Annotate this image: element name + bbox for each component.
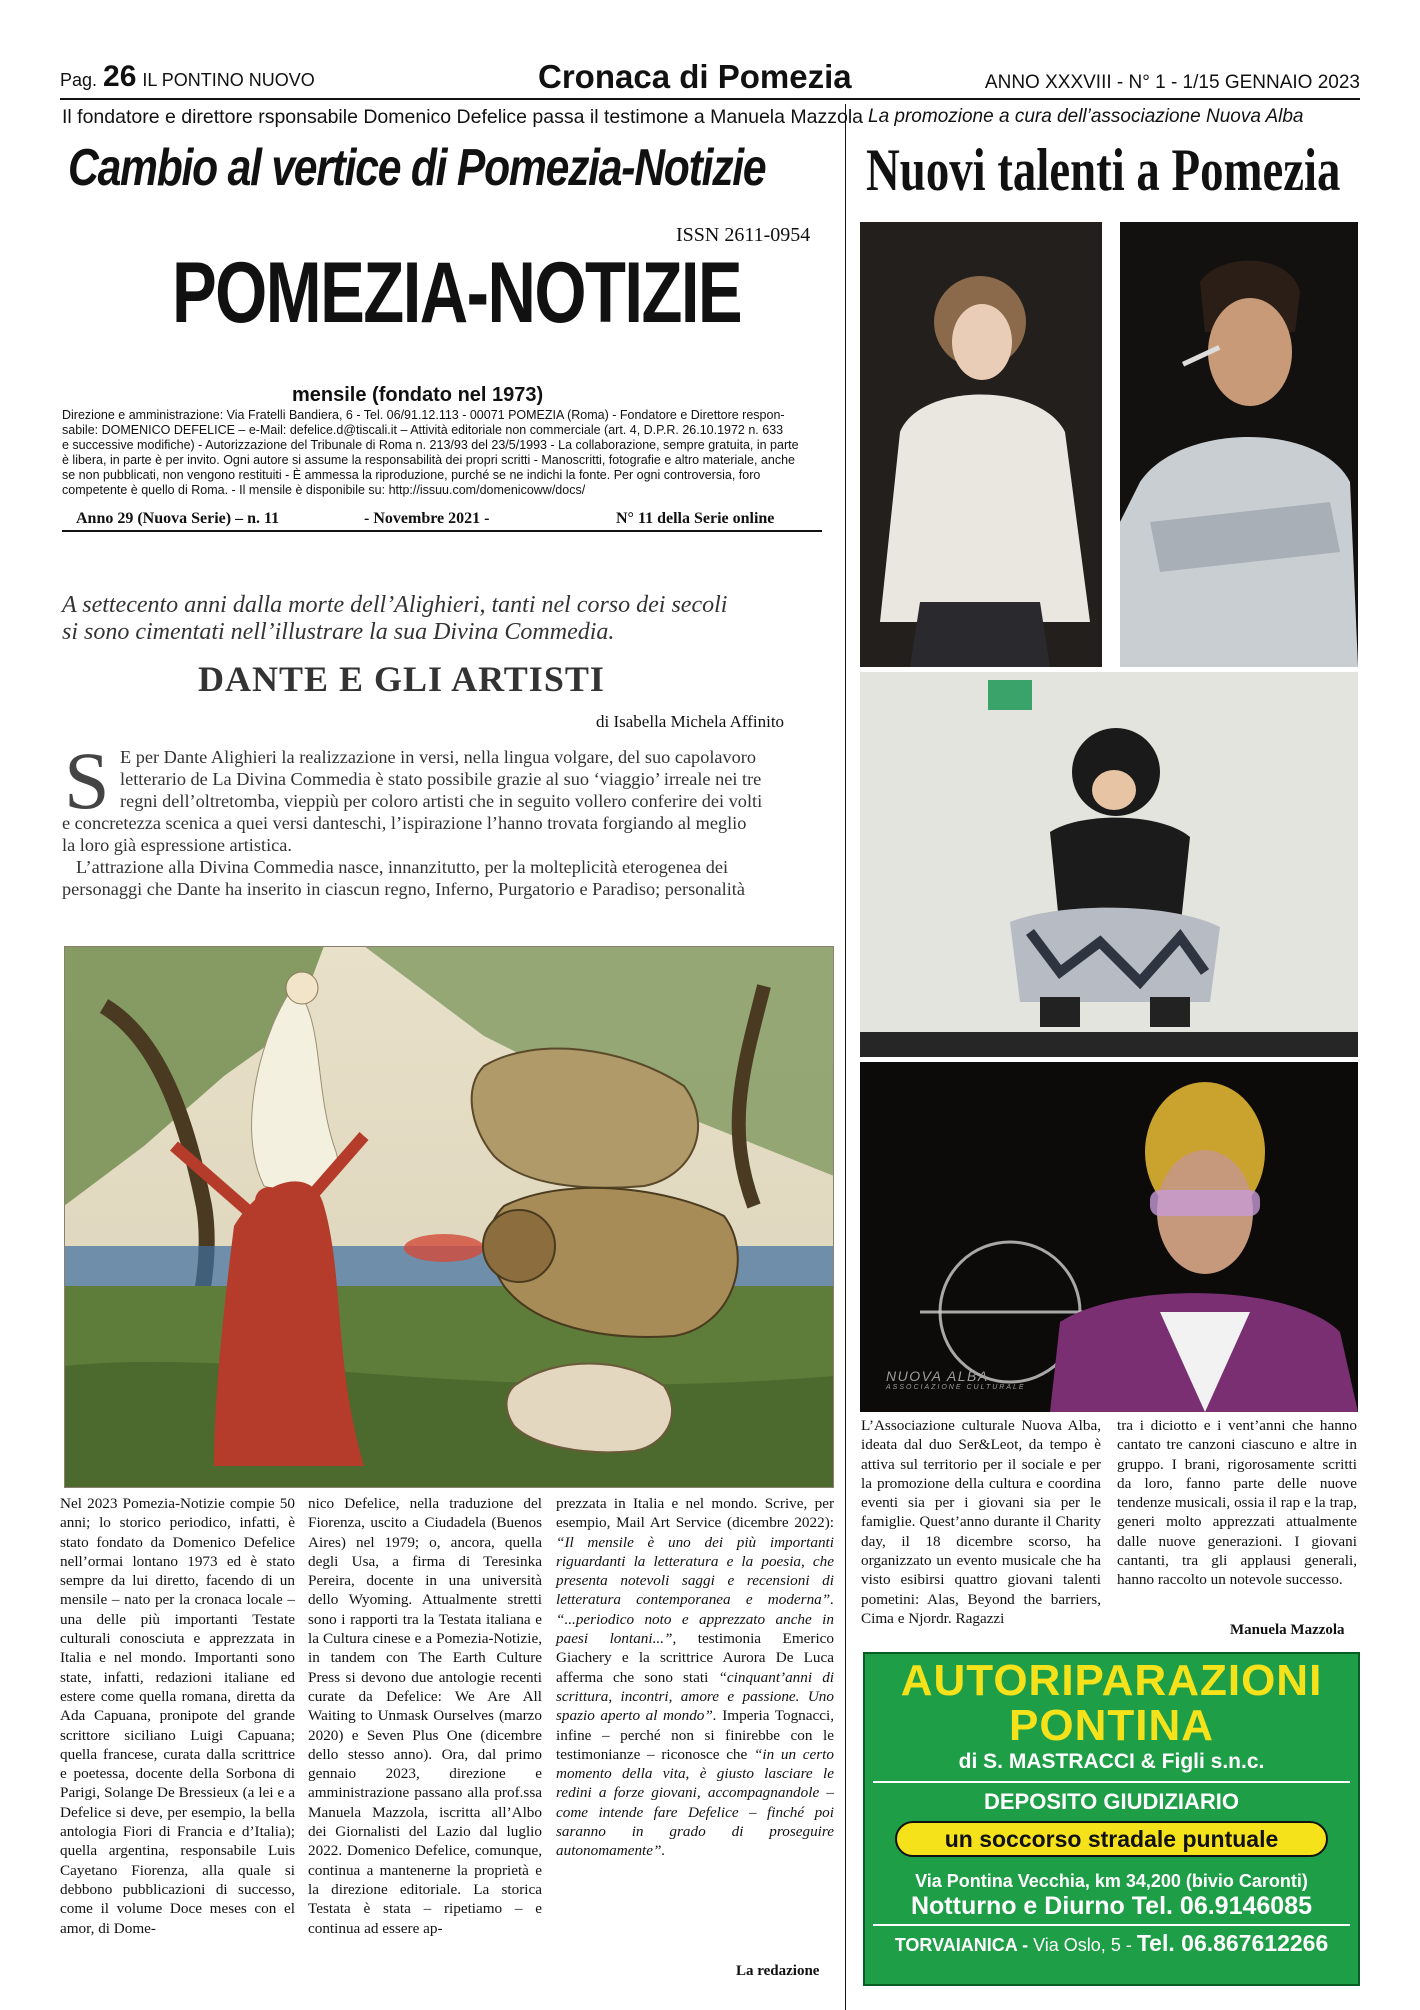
section-title: Cronaca di Pomezia	[538, 58, 852, 95]
ad-line-6: Via Pontina Vecchia, km 34,200 (bivio Caronti)	[915, 1871, 1308, 1891]
watermark-line-2: ASSOCIAZIONE CULTURALE	[886, 1384, 1026, 1391]
body-col-2: nico Defelice, nella traduzione del Fiorenza, uscito a Ciudadela (Buenos Aires) nel 1979; o, ancora, quella degli Usa, a firma di Teresinka Pereira, docente in una università dello Wyoming. Attualmente stretti sono i rapporti tra la Testata italiana e la Cultura cinese e a Pomezia-Notizie, in tandem con The Earth Culture Press si devono due antologie recenti curate da Defelice: We Are All Waiting to Unmask Ourselves (marzo 2020) e Seven Plus One (dicembre dello stesso anno). Ora, dal primo gennaio 2023, direzione e amministrazione passano alla prof.ssa Manuela Mazzola, iscritta all’Albo dei Giornalisti del Lazio dal luglio 2022. Domenico Defelice, comunque, continua a mantenerne la proprietà e la direzione editoriale. La storica Testata è stata – ripetiamo – e continua ad essere ap-	[308, 1495, 542, 1937]
photo-singer-4-svg	[860, 1062, 1358, 1412]
page-number	[60, 60, 315, 94]
ad-line-4: DEPOSITO GIUDIZIARIO	[983, 1789, 1240, 1814]
ad-line-3: di S. MASTRACCI & Figli s.n.c.	[958, 1750, 1265, 1773]
ad-line-1: AUTORIPARAZIONI	[900, 1656, 1323, 1705]
dante-painting	[64, 946, 834, 1488]
masthead-footer-mid: - Novembre 2021 -	[364, 510, 490, 527]
col3-quote: “in un certo momento della vita, è giusto lasciare le redini a forze giovani, accompagnandole – come intende fare Defelice – finché poi saranno in grado di proseguire autonomamente”.	[556, 1745, 834, 1860]
col3-text: Imperia Tognacci, infine – perché non si finirebbe con le testimonianze – riconosce che	[556, 1707, 835, 1763]
col3-quote: “Il mensile è uno dei più importanti riguardanti la letteratura e la poesia, che presenta notevoli saggi e recensioni di letteratura contemporanea e moderna”.	[556, 1533, 834, 1609]
ad-line-8c: Tel. 06.867612266	[1136, 1930, 1329, 1956]
ad-slogan-pill	[895, 1821, 1328, 1857]
masthead-line: se non pubblicati, non vengono restituiti - È ammessa la riproduzione, purché se ne indichi la fonte. Per ogni controversia, foro	[62, 468, 761, 482]
dante-intro-line: si sono cimentati nell’illustrare la sua Divina Commedia.	[62, 619, 615, 645]
masthead-footer	[62, 508, 822, 532]
ad-line-8b: Via Oslo, 5 -	[1033, 1935, 1132, 1955]
left-headline: Cambio al vertice di Pomezia-Notizie	[68, 139, 766, 197]
dante-intro-line: A settecento anni dalla morte dell’Alighieri, tanti nel corso dei secoli	[62, 592, 728, 618]
masthead-line: Direzione e amministrazione: Via Fratelli Bandiera, 6 - Tel. 06/91.12.113 - 00071 POMEZIA (Roma) - Fondatore e Direttore respon-	[62, 408, 785, 422]
body-col-3	[556, 1494, 834, 1861]
dante-line: letterario de La Divina Commedia è stato possibile grazie al suo ‘viaggio’ irreale nei tre	[120, 769, 762, 789]
ad-line-2: PONTINA	[1009, 1701, 1214, 1750]
dante-line: regni dell’oltretomba, vieppiù per coloro artisti che in seguito vollero conferire dei volti	[120, 791, 763, 811]
dante-byline: di Isabella Michela Affinito	[596, 712, 785, 731]
ad-line-7: Notturno e Diurno Tel. 06.9146085	[910, 1892, 1313, 1920]
col3-text: prezzata in Italia e nel mondo. Scrive, per esempio, Mail Art Service (dicembre 2022):	[556, 1495, 834, 1532]
dante-intro	[62, 592, 727, 646]
photo-singer-3	[860, 672, 1358, 1057]
right-kicker: La promozione a cura dell’associazione Nuova Alba	[868, 106, 1304, 127]
pag-num: 26	[103, 60, 137, 93]
dante-title: DANTE E GLI ARTISTI	[198, 659, 605, 699]
watermark-line-1: NUOVA ALBA	[886, 1368, 989, 1384]
left-signature: La redazione	[736, 1963, 820, 1979]
ad-line-8a: TORVAIANICA -	[894, 1935, 1029, 1955]
dante-body	[62, 735, 834, 900]
dante-line: la loro già espressione artistica.	[62, 835, 292, 855]
issn: ISSN 2611-0954	[676, 224, 811, 246]
dante-line: personaggi che Dante ha inserito in ciascun regno, Inferno, Purgatorio e Paradiso; personalità	[62, 879, 745, 899]
issue-info: ANNO XXXVIII - N° 1 - 1/15 GENNAIO 2023	[984, 72, 1360, 93]
pag-label: Pag.	[60, 70, 98, 90]
left-kicker: Il fondatore e direttore rsponsabile Domenico Defelice passa il testimone a Manuela Mazzola	[62, 106, 864, 128]
ad-line-5: un soccorso stradale puntuale	[944, 1826, 1279, 1852]
masthead-info	[62, 408, 842, 498]
ad-address-row	[865, 1930, 1358, 1957]
nuova-alba-watermark	[886, 1368, 1026, 1391]
col3-quote: “cinquant’anni di scrittura, incontri, amore e passione. Uno spazio aperto al mondo”.	[556, 1668, 835, 1725]
photo-singer-1-svg	[860, 222, 1102, 667]
page-header	[60, 60, 1360, 100]
masthead-line: sabile: DOMENICO DEFELICE – e-Mail: defelice.d@tiscali.it – Attività editoriale non commerciale (art. 4, D.P.R. 26.10.1972 n. 633	[62, 423, 784, 437]
photo-singer-2-svg	[1120, 222, 1358, 667]
dante-line: E per Dante Alighieri la realizzazione in versi, nella lingua volgare, del suo capolavoro	[120, 747, 757, 767]
dante-painting-svg	[64, 946, 834, 1488]
col3-text: , testimonia Emerico Giachery e la scrittrice Aurora De Luca afferma che sono stati	[556, 1630, 834, 1686]
right-headline: Nuovi talenti a Pomezia	[866, 137, 1341, 203]
masthead-subtitle: mensile (fondato nel 1973)	[292, 384, 544, 406]
col3-quote: “...periodico noto e apprezzato anche in paesi lontani...”	[556, 1610, 834, 1648]
masthead-footer-left: Anno 29 (Nuova Serie) – n. 11	[76, 510, 280, 527]
ad-divider	[873, 1924, 1350, 1926]
masthead-title: POMEZIA-NOTIZIE	[172, 245, 742, 341]
right-signature: Manuela Mazzola	[1230, 1622, 1345, 1638]
masthead-line: e successive modifiche) - Autorizzazione del Tribunale di Roma n. 213/93 del 23/5/1993 - La collaborazione, sempre gratuita, in parte	[62, 438, 799, 452]
masthead-footer-right: N° 11 della Serie online	[616, 510, 775, 527]
body-col-1: Nel 2023 Pomezia-Notizie compie 50 anni; lo storico periodico, infatti, è stato fondato da Domenico Defelice nell’ormai lontano 1973 ed è stato sempre da lui diretto, facendo di un mensile – nato per la cronaca locale – una delle più importanti Testate culturali conosciuta e apprezzata in Italia e nel mondo. Importanti sono state, infatti, redazioni italiane ed estere come quella romana, diretta da Ada Capuana, pronipote del grande scrittore siciliano Luigi Capuana; quella francese, curata dalla scrittrice e poetessa, docente della Sorbona di Parigi, Solange De Bressieux (a lei e a Defelice si deve, per esempio, la bella antologia Fiori di Francia e d’Italia); quella argentina, responsabile Luis Cayetano Fiorenza, alla quale si debbono pubblicazioni di successo, come il volume Doce meses con el amor, di Dome-	[60, 1495, 295, 1937]
photo-singer-4	[860, 1062, 1358, 1412]
photo-singer-2	[1120, 222, 1358, 667]
column-divider	[845, 104, 846, 2010]
paper-name: IL PONTINO NUOVO	[142, 70, 315, 90]
dante-line: L’attrazione alla Divina Commedia nasce, innanzitutto, per la molteplicità eterogenea dei	[76, 857, 729, 877]
right-col-a: L’Associazione culturale Nuova Alba, ideata dal duo Ser&Leot, da tempo è attiva sul territorio per il sociale e per la promozione della cultura e coordina eventi sia per i giovani sia per le famiglie. Quest’anno durante il Charity day, il 18 dicembre scorso, ha organizzato un evento musicale che ha visto esibirsi quattro giovani talenti pometini: Alas, Beyond the barriers, Cima e Njordr. Ragazzi	[861, 1417, 1101, 1627]
photo-singer-3-svg	[860, 672, 1358, 1057]
right-col-b: tra i diciotto e i vent’anni che hanno cantato tre canzoni ciascuno e altre in gruppo. I brani, rigorosamente scritti da loro, fanno parte delle nuove tendenze musicali, ossia il rap e la trap, generi molto apprezzati attualmente dalle nuove generazioni. I giovani cantanti, tra gli applausi generali, hanno raccolto un notevole successo.	[1117, 1417, 1357, 1589]
dropcap: S	[64, 735, 110, 826]
masthead-line: è libera, in parte è per invito. Ogni autore si assume la responsabilità dei propri scritti - Manoscritti, fotografie e altro materiale, anche	[62, 453, 795, 467]
ad-autoriparazioni	[863, 1652, 1360, 1986]
photo-singer-1	[860, 222, 1102, 667]
dante-line: e concretezza scenica a quei versi danteschi, l’ispirazione l’hanno trovata forgiando al meglio	[62, 813, 747, 833]
ad-divider	[873, 1781, 1350, 1783]
masthead-line: competente è quello di Roma. - Il mensile è disponibile su: http://issuu.com/domenicoww/docs/	[62, 483, 586, 497]
